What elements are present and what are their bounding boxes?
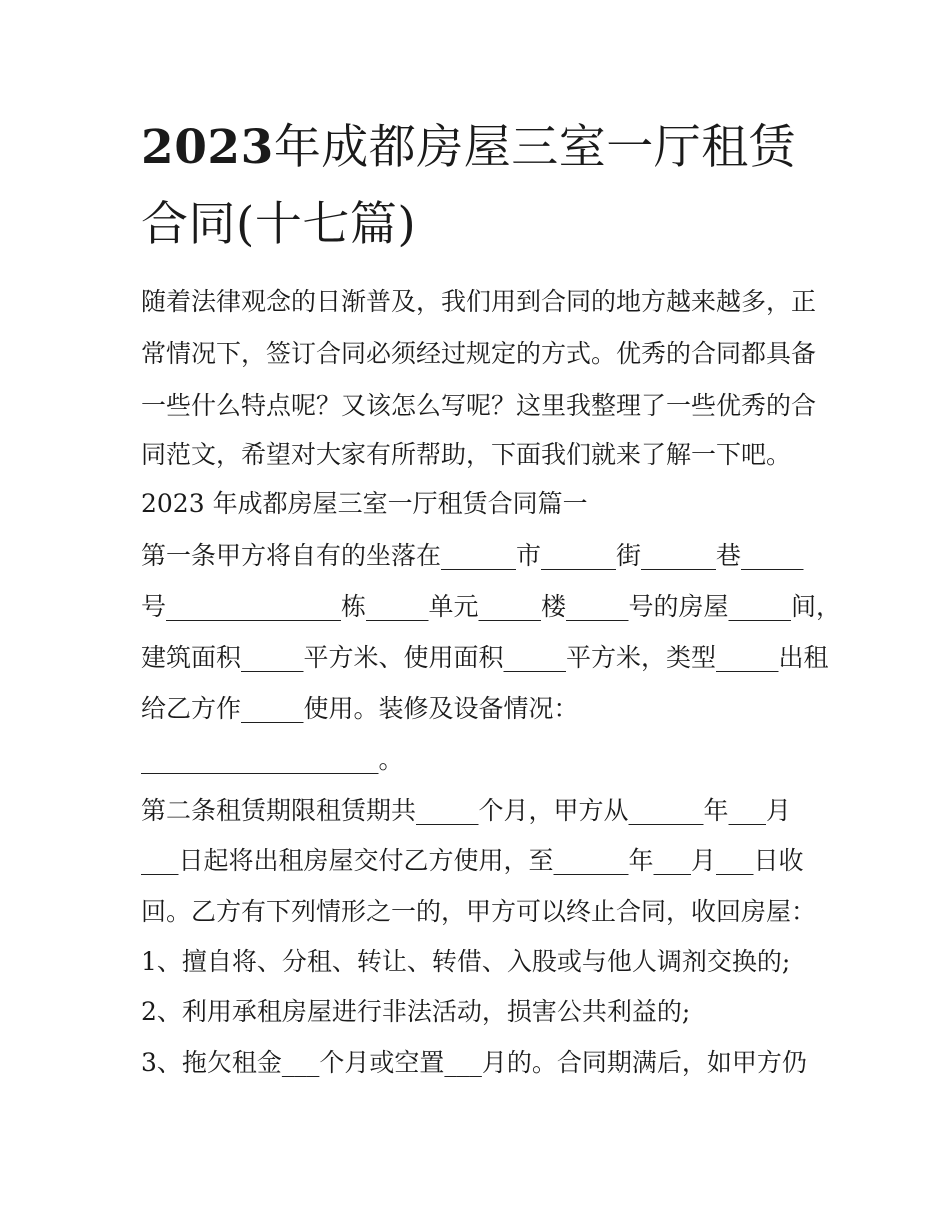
title-text: 年成都房屋三室一厅租赁 xyxy=(273,120,797,175)
body-line: 建筑面积_____平方米、使用面积_____平方米，类型_____出租 xyxy=(141,643,829,672)
body-line: 回。乙方有下列情形之一的，甲方可以终止合同，收回房屋： xyxy=(141,897,817,926)
document-title-line-1 xyxy=(141,120,796,176)
body-line: 第二条租赁期限租赁期共_____个月，甲方从______年___月 xyxy=(141,796,792,825)
body-line: 给乙方作_____使用。装修及设备情况： xyxy=(141,694,579,723)
body-line: ___日起将出租房屋交付乙方使用，至______年___月___日收 xyxy=(141,846,804,875)
title-year: 2023 xyxy=(141,120,274,175)
intro-line: 随着法律观念的日渐普及，我们用到合同的地方越来越多，正 xyxy=(141,287,817,316)
section-heading: 2023 年成都房屋三室一厅租赁合同篇一 xyxy=(141,489,588,518)
body-line: ___________________。 xyxy=(141,745,404,774)
document-title-line-2: 合同(十七篇) xyxy=(141,197,417,252)
intro-line: 一些什么特点呢？又该怎么写呢？这里我整理了一些优秀的合 xyxy=(141,391,817,420)
list-item: 1、擅自将、分租、转让、转借、入股或与他人调剂交换的; xyxy=(141,947,791,976)
list-item: 2、利用承租房屋进行非法活动，损害公共利益的; xyxy=(141,997,691,1026)
body-line: 第一条甲方将自有的坐落在______市______街______巷_____ xyxy=(141,541,804,570)
body-line: 号______________栋_____单元_____楼_____号的房屋_____间， xyxy=(141,592,842,621)
intro-line: 常情况下，签订合同必须经过规定的方式。优秀的合同都具备 xyxy=(141,339,817,368)
intro-line: 同范文，希望对大家有所帮助，下面我们就来了解一下吧。 xyxy=(141,440,792,469)
list-item: 3、拖欠租金___个月或空置___月的。合同期满后，如甲方仍 xyxy=(141,1048,807,1077)
